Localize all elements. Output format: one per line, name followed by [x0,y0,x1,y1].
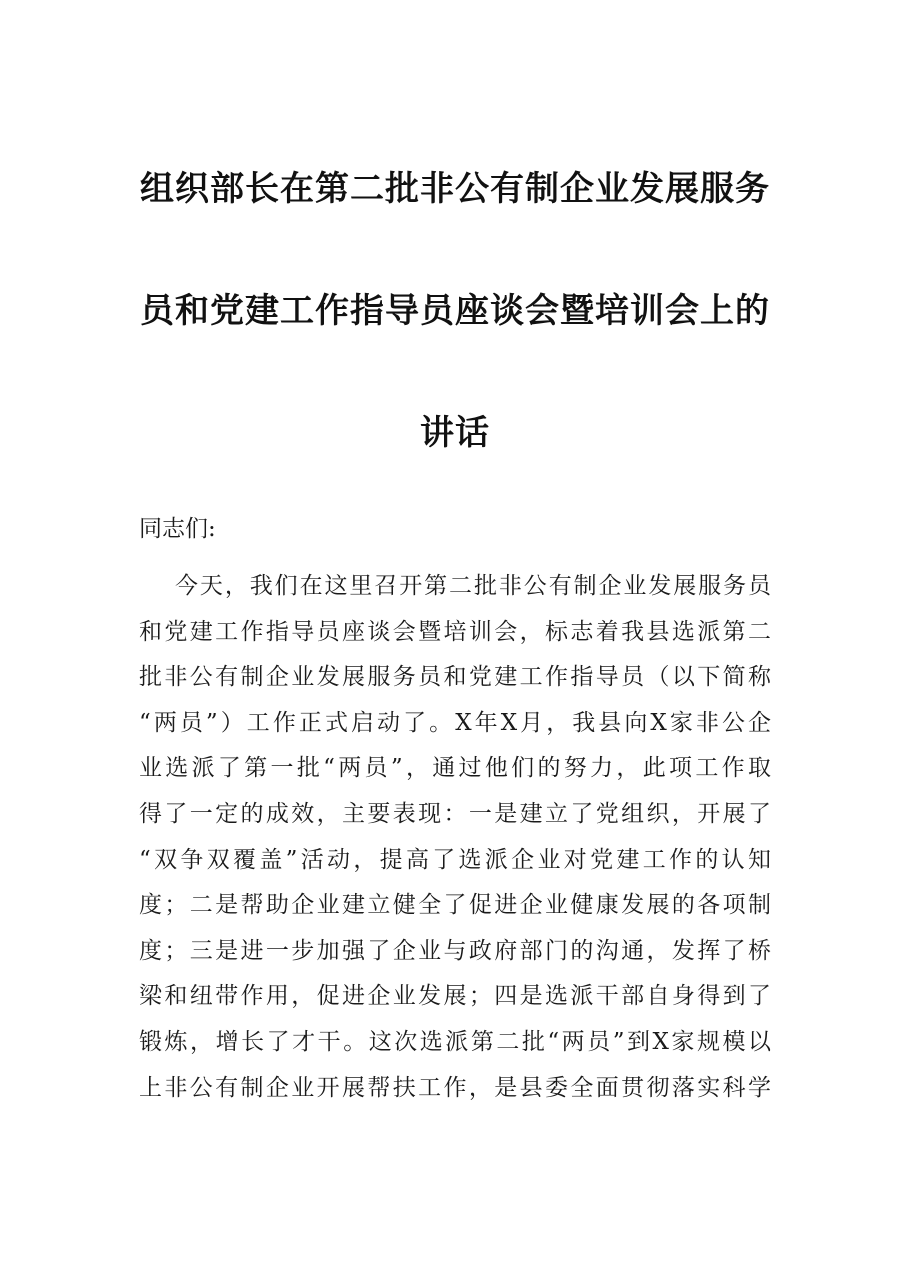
paragraph-line: 度；二是帮助企业建立健全了促进企业健康发展的各项制 [139,892,771,919]
paragraph-line: 和党建工作指导员座谈会暨培训会，标志着我县选派第二 [139,618,771,645]
paragraph-line: 上非公有制企业开展帮扶工作，是县委全面贯彻落实科学 [139,1074,771,1101]
paragraph-line: 批非公有制企业发展服务员和党建工作指导员（以下简称 [139,664,771,691]
title-line: 组织部长在第二批非公有制企业发展服务 [140,169,770,209]
title-line: 讲话 [420,413,490,453]
paragraph-line: “两员”）工作正式启动了。X年X月，我县向X家非公企 [139,709,771,736]
salutation: 同志们: [139,516,216,542]
paragraph-line: 梁和纽带作用，促进企业发展；四是选派干部自身得到了 [139,983,771,1010]
document-title [120,128,790,494]
paragraph-line: 得了一定的成效，主要表现：一是建立了党组织，开展了 [139,800,771,827]
paragraph-line: “双争双覆盖”活动，提高了选派企业对党建工作的认知 [139,846,771,873]
paragraph-line: 今天，我们在这里召开第二批非公有制企业发展服务员 [175,573,771,599]
body-paragraph [139,564,771,1111]
paragraph-line: 锻炼，增长了才干。这次选派第二批“两员”到X家规模以 [139,1028,771,1055]
paragraph-line: 度；三是进一步加强了企业与政府部门的沟通，发挥了桥 [139,937,771,964]
title-line: 员和党建工作指导员座谈会暨培训会上的 [140,291,770,331]
paragraph-line: 业选派了第一批“两员”，通过他们的努力，此项工作取 [139,755,771,782]
